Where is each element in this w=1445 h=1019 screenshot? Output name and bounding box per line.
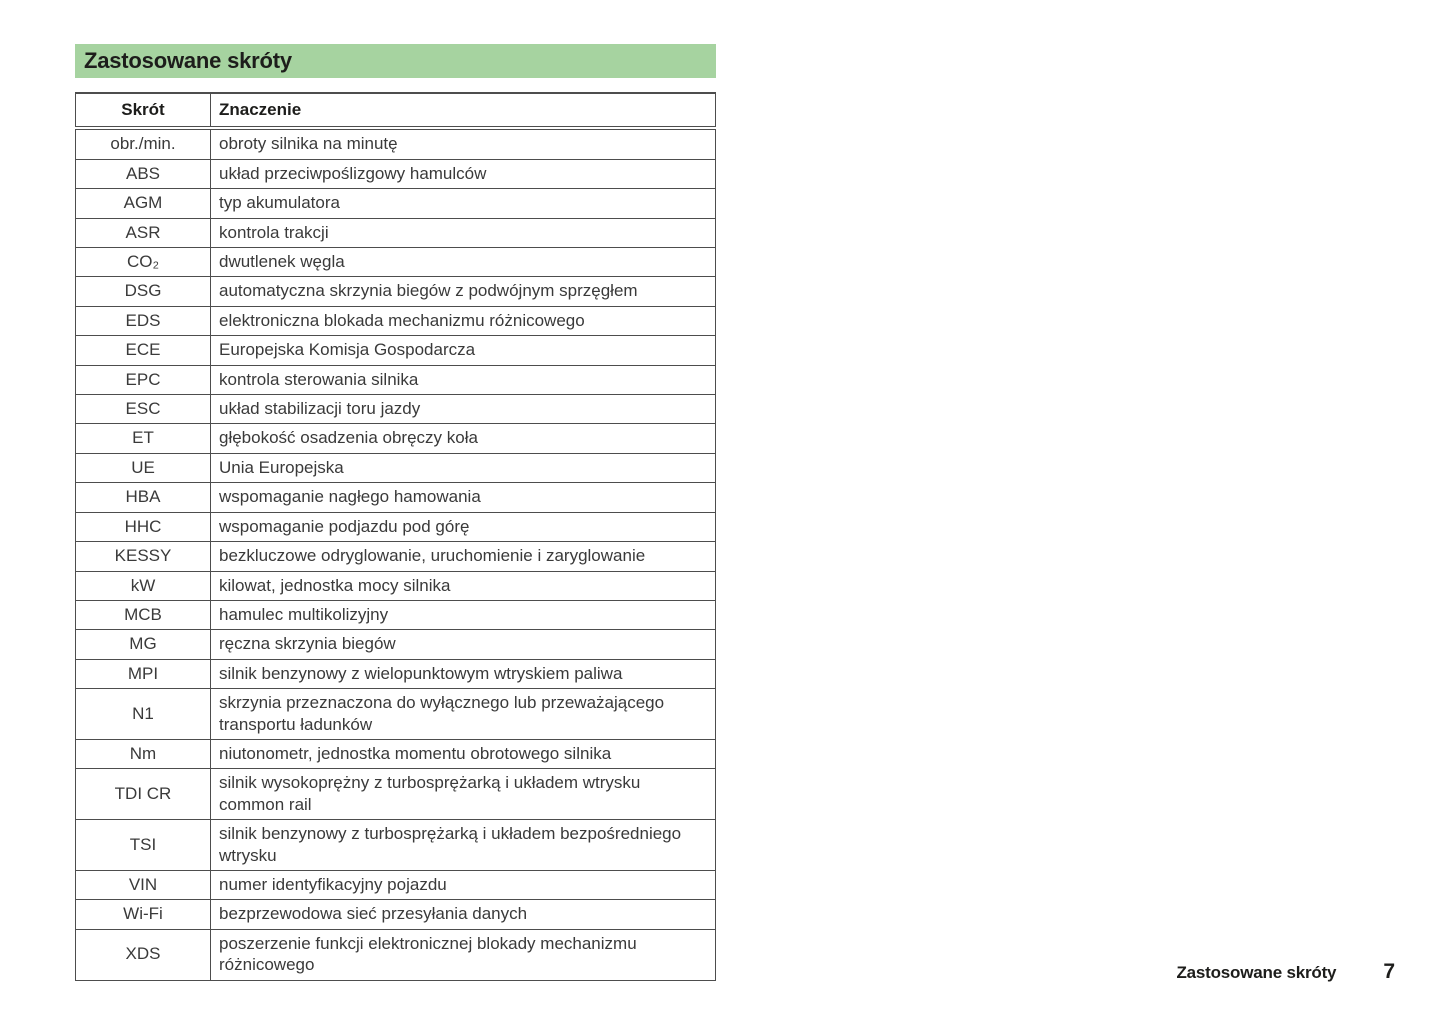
table-row bbox=[76, 659, 716, 688]
table-row bbox=[76, 336, 716, 365]
abbr-cell: DSG bbox=[76, 277, 211, 306]
abbr-cell: TDI CR bbox=[76, 769, 211, 820]
page-footer bbox=[1176, 960, 1395, 984]
abbr-cell: EPC bbox=[76, 365, 211, 394]
abbr-cell: ABS bbox=[76, 159, 211, 188]
column-header-abbr: Skrót bbox=[76, 93, 211, 128]
meaning-cell: układ stabilizacji toru jazdy bbox=[211, 395, 716, 424]
meaning-cell: ręczna skrzynia biegów bbox=[211, 630, 716, 659]
meaning-cell: typ akumulatora bbox=[211, 189, 716, 218]
table-row bbox=[76, 512, 716, 541]
abbr-cell: KESSY bbox=[76, 542, 211, 571]
meaning-cell: silnik benzynowy z turbosprężarką i układem bezpośredniego wtrysku bbox=[211, 820, 716, 871]
meaning-cell: kontrola sterowania silnika bbox=[211, 365, 716, 394]
meaning-cell: bezkluczowe odryglowanie, uruchomienie i zaryglowanie bbox=[211, 542, 716, 571]
meaning-cell: poszerzenie funkcji elektronicznej blokady mechanizmu różnicowego bbox=[211, 929, 716, 980]
abbr-cell: ECE bbox=[76, 336, 211, 365]
meaning-cell: silnik wysokoprężny z turbosprężarką i układem wtrysku common rail bbox=[211, 769, 716, 820]
meaning-cell: silnik benzynowy z wielopunktowym wtryskiem paliwa bbox=[211, 659, 716, 688]
footer-page-number: 7 bbox=[1383, 960, 1395, 983]
meaning-cell: układ przeciwpoślizgowy hamulców bbox=[211, 159, 716, 188]
abbr-cell: VIN bbox=[76, 870, 211, 899]
meaning-cell: Europejska Komisja Gospodarcza bbox=[211, 336, 716, 365]
meaning-cell: Unia Europejska bbox=[211, 453, 716, 482]
table-row bbox=[76, 739, 716, 768]
section-title: Zastosowane skróty bbox=[84, 48, 292, 73]
abbr-cell: TSI bbox=[76, 820, 211, 871]
table-row bbox=[76, 820, 716, 871]
meaning-cell: wspomaganie podjazdu pod górę bbox=[211, 512, 716, 541]
abbr-cell: kW bbox=[76, 571, 211, 600]
page-content bbox=[75, 44, 716, 981]
meaning-cell: obroty silnika na minutę bbox=[211, 128, 716, 159]
table-row bbox=[76, 900, 716, 929]
table-row bbox=[76, 870, 716, 899]
abbr-cell: XDS bbox=[76, 929, 211, 980]
table-row bbox=[76, 189, 716, 218]
abbr-cell: AGM bbox=[76, 189, 211, 218]
table-row bbox=[76, 453, 716, 482]
abbr-cell: HBA bbox=[76, 483, 211, 512]
abbr-cell: HHC bbox=[76, 512, 211, 541]
abbr-cell: ET bbox=[76, 424, 211, 453]
table-row bbox=[76, 542, 716, 571]
meaning-cell: bezprzewodowa sieć przesyłania danych bbox=[211, 900, 716, 929]
meaning-cell: kontrola trakcji bbox=[211, 218, 716, 247]
abbr-cell: MCB bbox=[76, 600, 211, 629]
table-row bbox=[76, 277, 716, 306]
abbr-cell: MG bbox=[76, 630, 211, 659]
table-header-row bbox=[76, 93, 716, 128]
meaning-cell: kilowat, jednostka mocy silnika bbox=[211, 571, 716, 600]
meaning-cell: automatyczna skrzynia biegów z podwójnym sprzęgłem bbox=[211, 277, 716, 306]
footer-section-label: Zastosowane skróty bbox=[1176, 963, 1337, 982]
abbr-cell: EDS bbox=[76, 306, 211, 335]
abbreviations-table-header bbox=[76, 93, 716, 128]
meaning-cell: skrzynia przeznaczona do wyłącznego lub przeważającego transportu ładunków bbox=[211, 689, 716, 740]
table-row bbox=[76, 630, 716, 659]
table-row bbox=[76, 159, 716, 188]
meaning-cell: numer identyfikacyjny pojazdu bbox=[211, 870, 716, 899]
table-row bbox=[76, 600, 716, 629]
table-row bbox=[76, 128, 716, 159]
table-row bbox=[76, 424, 716, 453]
meaning-cell: niutonometr, jednostka momentu obrotowego silnika bbox=[211, 739, 716, 768]
meaning-cell: hamulec multikolizyjny bbox=[211, 600, 716, 629]
table-row bbox=[76, 483, 716, 512]
column-header-meaning: Znaczenie bbox=[211, 93, 716, 128]
table-row bbox=[76, 689, 716, 740]
abbreviations-table bbox=[75, 92, 716, 981]
abbr-cell: MPI bbox=[76, 659, 211, 688]
table-row bbox=[76, 218, 716, 247]
abbr-cell: UE bbox=[76, 453, 211, 482]
table-row bbox=[76, 769, 716, 820]
abbr-cell: N1 bbox=[76, 689, 211, 740]
abbr-cell: obr./min. bbox=[76, 128, 211, 159]
abbr-cell: CO₂ bbox=[76, 248, 211, 277]
abbr-cell: ASR bbox=[76, 218, 211, 247]
abbr-cell: Wi-Fi bbox=[76, 900, 211, 929]
meaning-cell: głębokość osadzenia obręczy koła bbox=[211, 424, 716, 453]
table-row bbox=[76, 248, 716, 277]
abbreviation-table-body bbox=[76, 128, 716, 980]
meaning-cell: dwutlenek węgla bbox=[211, 248, 716, 277]
table-row bbox=[76, 365, 716, 394]
abbr-cell: Nm bbox=[76, 739, 211, 768]
abbr-cell: ESC bbox=[76, 395, 211, 424]
table-row bbox=[76, 306, 716, 335]
meaning-cell: elektroniczna blokada mechanizmu różnicowego bbox=[211, 306, 716, 335]
table-row bbox=[76, 929, 716, 980]
table-row bbox=[76, 395, 716, 424]
table-row bbox=[76, 571, 716, 600]
meaning-cell: wspomaganie nagłego hamowania bbox=[211, 483, 716, 512]
section-title-bar bbox=[75, 44, 716, 78]
